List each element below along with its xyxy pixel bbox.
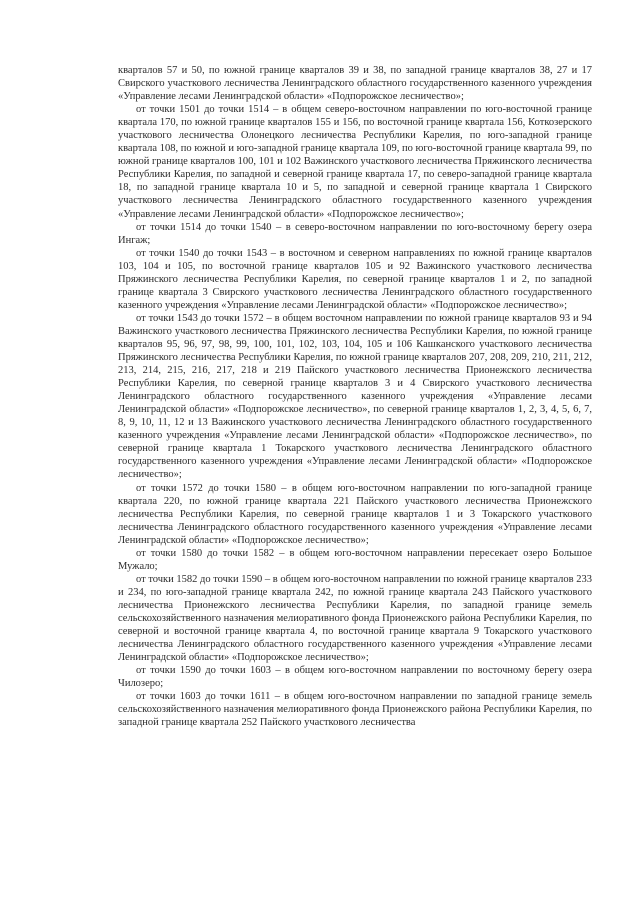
paragraph-2: от точки 1501 до точки 1514 – в общем северо-восточном направлении по юго-восточной границе квартала 170, по южной границе кварталов 155 и 156, по восточной границе квартала 156, Коткозерского участкового лесничества Олонецкого лесничества Республики Карелия, по юго-западной границе квартала 108, по южной и юго-западной границе квартала 109, по юго-восточной границе квартала 99, по южной границе кварталов 100, 101 и 102 Важинского участкового лесничества Пряжинского лесничества Республики Карелия, по западной и северной границе квартала 17, по северо-западной границе квартала 18, по западной границе квартала 10 и 5, по западной и северной границе квартала 1 Свирского участкового лесничества Ленинградского областного государственного казенного учреждения «Управление лесами Ленинградской области» «Подпорожское лесничество»; — [118, 104, 592, 220]
paragraph-10: от точки 1603 до точки 1611 – в общем юго-восточном направлении по западной границе земель сельскохозяйственного назначения мелиоративного фонда Прионежского района Республики Карелия, по западной границе квартала 252 Пайского участкового лесничества — [118, 691, 592, 729]
document-body — [118, 64, 592, 729]
paragraph-7: от точки 1580 до точки 1582 – в общем юго-восточном направлении пересекает озеро Большое Мужало; — [118, 547, 592, 572]
paragraph-8: от точки 1582 до точки 1590 – в общем юго-восточном направлении по южной границе кварталов 233 и 234, по юго-западной границе квартала 242, по южной границе квартала 243 Пайского участкового лесничества Прионежского лесничества Республики Карелия, по западной границе земель сельскохозяйственного назначения мелиоративного фонда Прионежского района Республики Карелия, по северной и восточной границе квартала 4, по восточной границе квартала 9 Токарского участкового лесничества Ленинградского областного государственного казенного учреждения «Управление лесами Ленинградской области» «Подпорожское лесничество»; — [118, 573, 592, 664]
paragraph-9: от точки 1590 до точки 1603 – в общем юго-восточном направлении по восточному берегу озера Чилозеро; — [118, 665, 592, 690]
paragraph-1: кварталов 57 и 50, по южной границе кварталов 39 и 38, по западной границе кварталов 38, 27 и 17 Свирского участкового лесничества Ленинградского областного государственного казенного учреждения «Управление лесами Ленинградской области» «Подпорожское лесничество»; — [118, 65, 592, 103]
paragraph-6: от точки 1572 до точки 1580 – в общем юго-восточном направлении по юго-западной границе квартала 220, по южной границе квартала 221 Пайского участкового лесничества Прионежского лесничества Республики Карелия, по северной границе кварталов 1 и 3 Токарского участкового лесничества Ленинградского областного государственного казенного учреждения «Управление лесами Ленинградской области» «Подпорожское лесничество»; — [118, 482, 592, 546]
paragraph-5: от точки 1543 до точки 1572 – в общем восточном направлении по южной границе кварталов 93 и 94 Важинского участкового лесничества Пряжинского лесничества Республики Карелия, по южной границе кварталов 95, 96, 97, 98, 99, 100, 101, 102, 103, 104, 105 и 106 Кашканского участкового лесничества Пряжинского лесничества Республики Карелия, по южной границе кварталов 207, 208, 209, 210, 211, 212, 213, 214, 215, 216, 217, 218 и 219 Пайского участкового лесничества Прионежского лесничества Республики Карелия, по северной границе кварталов 3 и 4 Свирского участкового лесничества Ленинградского областного государственного казенного учреждения «Управление лесами Ленинградской области» «Подпорожское лесничество», по северной границе кварталов 1, 2, 3, 4, 5, 6, 7, 8, 9, 10, 11, 12 и 13 Важинского участкового лесничества Ленинградского областного государственного казенного учреждения «Управление лесами Ленинградской области» «Подпорожское лесничество», по северной границе квартала 1 Токарского участкового лесничества Ленинградского областного государственного казенного учреждения «Управление лесами Ленинградской области» «Подпорожское лесничество»; — [118, 312, 592, 481]
paragraph-4: от точки 1540 до точки 1543 – в восточном и северном направлениях по южной границе кварталов 103, 104 и 105, по восточной границе кварталов 105 и 92 Важинского участкового лесничества Пряжинского лесничества Республики Карелия, по северной границе кварталов 1 и 2, по западной границе квартала 3 Свирского участкового лесничества Ленинградского областного государственного казенного учреждения «Управление лесами Ленинградской области» «Подпорожское лесничество»; — [118, 247, 592, 311]
paragraph-3: от точки 1514 до точки 1540 – в северо-восточном направлении по юго-восточному берегу озера Ингаж; — [118, 221, 592, 246]
